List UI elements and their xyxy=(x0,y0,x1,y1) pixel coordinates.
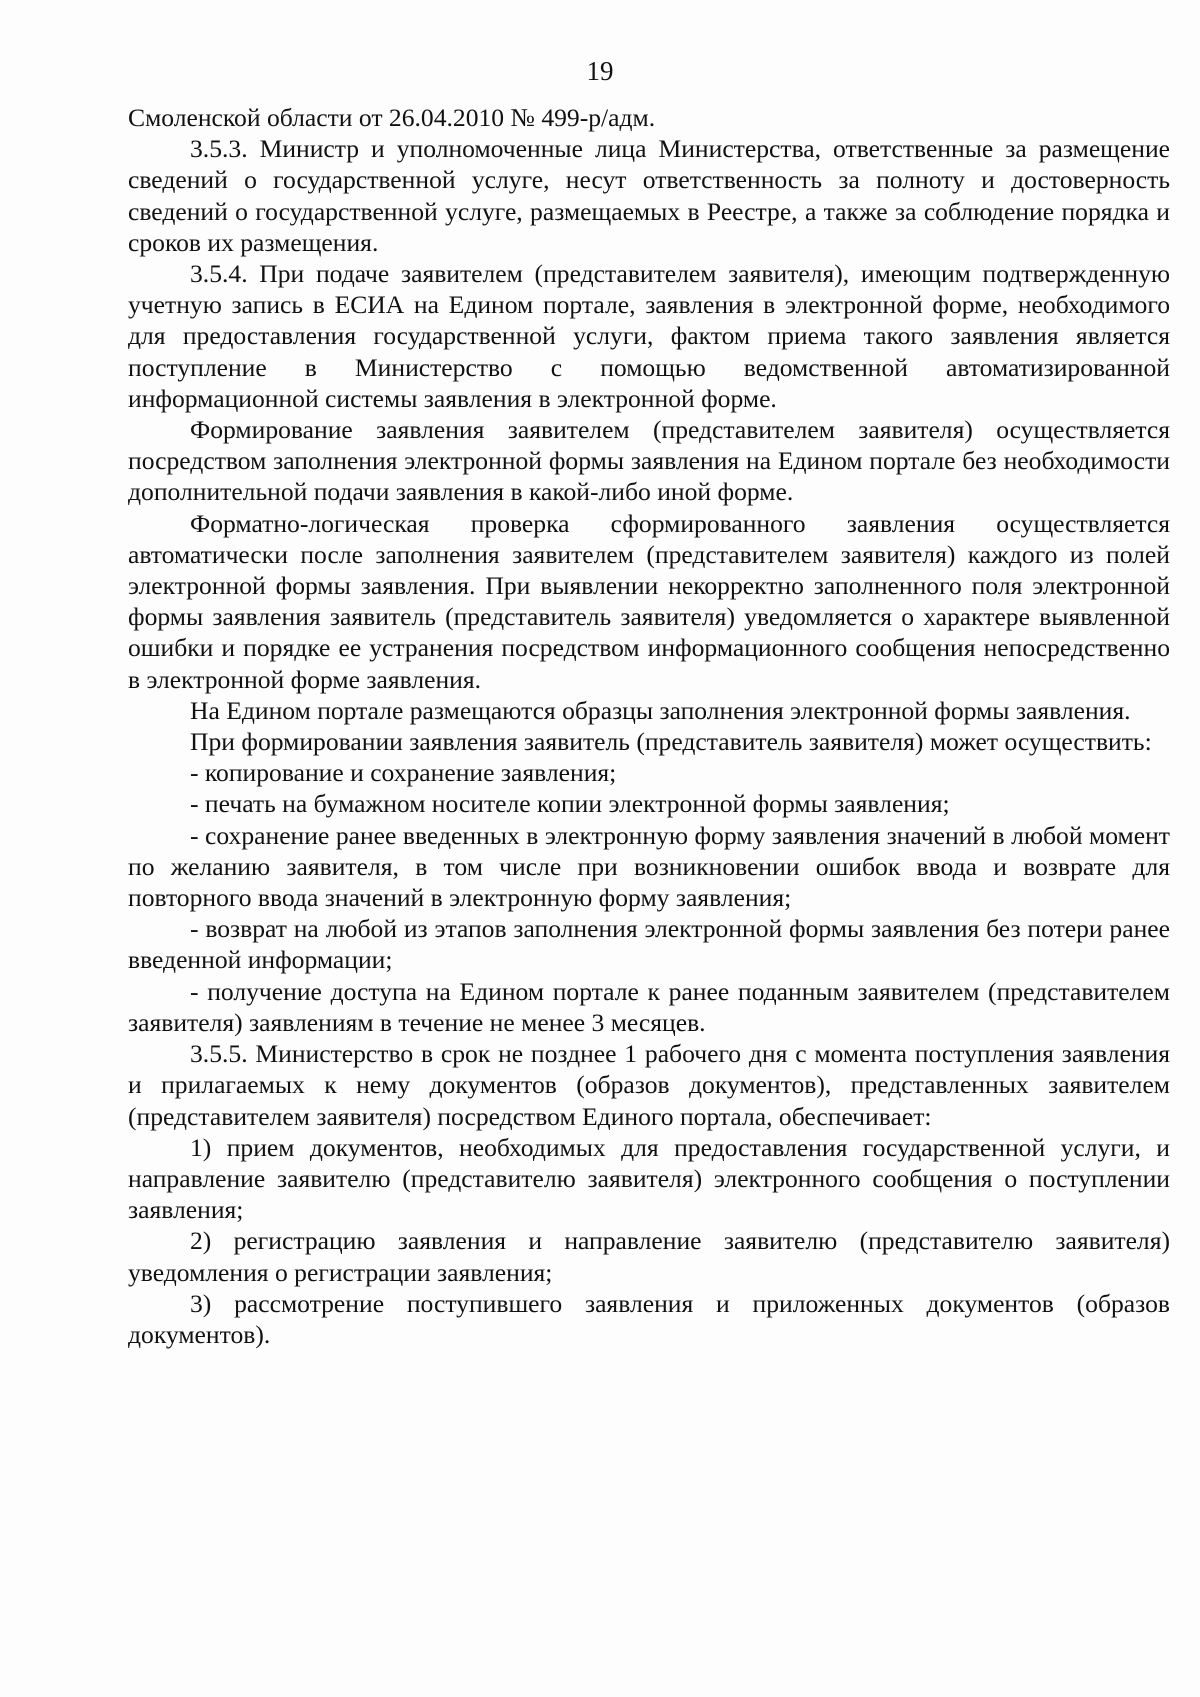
list-item-receive-documents: 1) прием документов, необходимых для предоставления государственной услуги, и направление заявителю (представителю заявителя) электронного сообщения о поступлении заявления; xyxy=(128,1132,1170,1225)
paragraph-form-creation: Формирование заявления заявителем (представителем заявителя) осуществляется посредством заполнения электронной формы заявления на Едином портале без необходимости дополнительной подачи заявления в какой-либо иной форме. xyxy=(128,415,1170,507)
list-item-access-applications: - получение доступа на Едином портале к ранее поданным заявителем (представителем заявителя) заявлениям в течение не менее 3 месяцев. xyxy=(128,976,1170,1037)
paragraph-applicant-can: При формировании заявления заявитель (представитель заявителя) может осуществить: xyxy=(190,727,1152,757)
document-body xyxy=(128,102,1170,1350)
list-item-registration: 2) регистрацию заявления и направление заявителю (представителю заявителя) уведомления о регистрации заявления; xyxy=(128,1226,1170,1287)
list-item-print: - печать на бумажном носителе копии электронной формы заявления; xyxy=(190,789,950,819)
paragraph-form-samples: На Едином портале размещаются образцы заполнения электронной формы заявления. xyxy=(190,695,1131,725)
list-item-return-stage: - возврат на любой из этапов заполнения электронной формы заявления без потери ранее введенной информации; xyxy=(128,914,1170,975)
paragraph-format-check: Форматно-логическая проверка сформированного заявления осуществляется автоматически после заполнения заявителем (представителем заявителя) каждого из полей электронной формы заявления. При выявлении некорректно заполненного поля электронной формы заявления заявитель (представитель заявителя) уведомляется о характере выявленной ошибки и порядке ее устранения посредством информационного сообщения непосредственно в электронной форме заявления. xyxy=(128,508,1170,694)
list-item-review: 3) рассмотрение поступившего заявления и приложенных документов (образов документов). xyxy=(128,1288,1170,1349)
paragraph-3-5-3: 3.5.3. Министр и уполномоченные лица Министерства, ответственные за размещение сведений о государственной услуге, несут ответственность за полноту и достоверность сведений о государственной услуге, размещаемых в Реестре, а также за соблюдение порядка и сроков их размещения. xyxy=(128,134,1170,257)
paragraph-continuation: Смоленской области от 26.04.2010 № 499-р/адм. xyxy=(128,103,656,132)
paragraph-3-5-5: 3.5.5. Министерство в срок не позднее 1 рабочего дня с момента поступления заявления и прилагаемых к нему документов (образов документов), представленных заявителем (представителем заявителя) посредством Единого портала, обеспечивает: xyxy=(128,1039,1170,1131)
page-number: 19 xyxy=(586,56,614,86)
list-item-save-values: - сохранение ранее введенных в электронную форму заявления значений в любой момент по желанию заявителя, в том числе при возникновении ошибок ввода и возврате для повторного ввода значений в электронную форму заявления; xyxy=(128,820,1170,913)
paragraph-3-5-4: 3.5.4. При подаче заявителем (представителем заявителя), имеющим подтвержденную учетную запись в ЕСИА на Едином портале, заявления в электронной форме, необходимого для предоставления государственной услуги, фактом приема такого заявления является поступление в Министерство с помощью ведомственной автоматизированной информационной системы заявления в электронной форме. xyxy=(128,259,1170,413)
list-item-copy-save: - копирование и сохранение заявления; xyxy=(190,758,617,788)
